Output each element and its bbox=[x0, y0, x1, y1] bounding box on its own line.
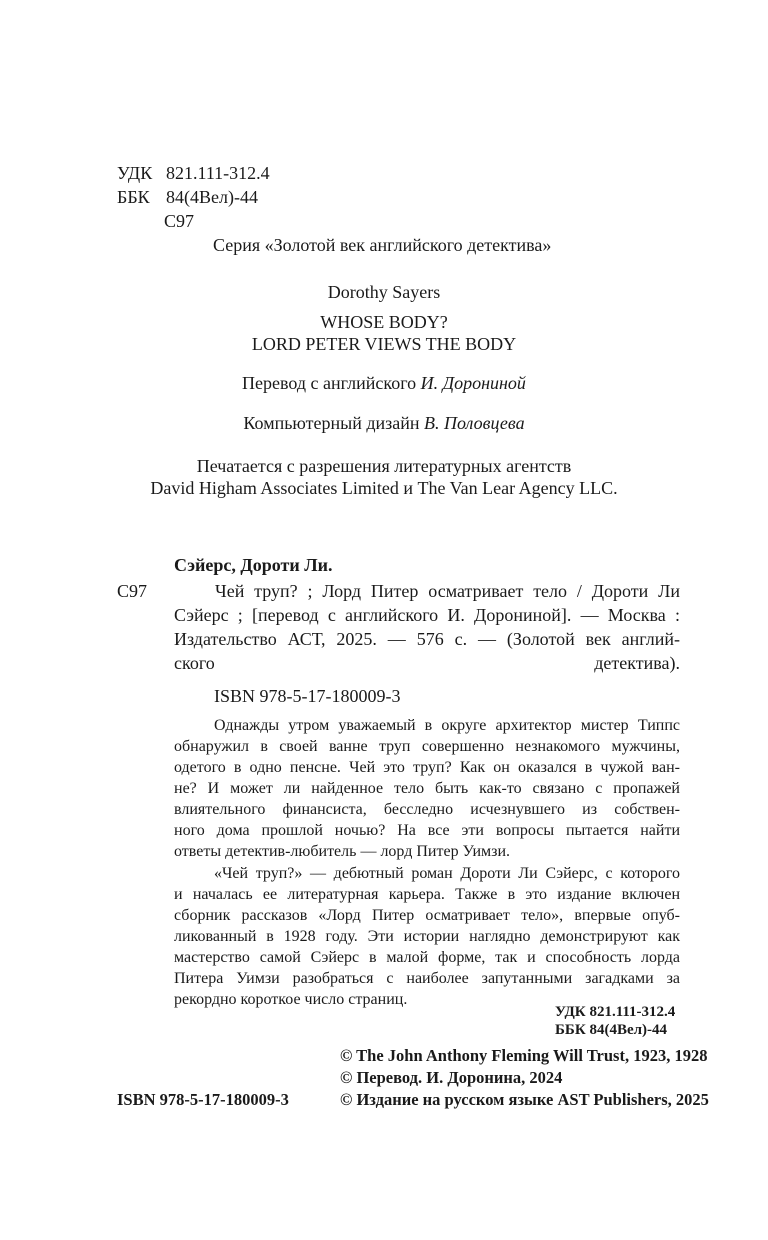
catalog-isbn: ISBN 978-5-17-180009-3 bbox=[214, 686, 401, 706]
original-title-line1: WHOSE BODY? bbox=[320, 312, 448, 332]
annotation-line: сборник рассказов «Лорд Питер осматривает тело», впервые опуб- bbox=[174, 907, 680, 924]
copyright-line-1: © The John Anthony Fleming Will Trust, 1923, 1928 bbox=[340, 1046, 708, 1065]
annotation-udk: УДК 821.111-312.4 bbox=[555, 1004, 676, 1020]
original-title-line2: LORD PETER VIEWS THE BODY bbox=[251, 334, 517, 354]
author-mark: С97 bbox=[164, 211, 195, 231]
catalog-description-line: Издательство АСТ, 2025. — 576 с. — (Золотой век англий- bbox=[174, 629, 680, 649]
translator-name: И. Дорониной bbox=[420, 373, 526, 393]
original-author: Dorothy Sayers bbox=[327, 282, 441, 302]
bbk-value: 84(4Вел)-44 bbox=[166, 187, 258, 207]
catalog-description-line: Сэйерс ; [перевод с английского И. Дорониной]. — Москва : bbox=[174, 605, 680, 625]
translation-credit bbox=[0, 372, 768, 394]
permission-line2: David Higham Associates Limited и The Van Lear Agency LLC. bbox=[150, 478, 618, 498]
permission-line1: Печатается с разрешения литературных агентств bbox=[196, 456, 572, 476]
annotation-line: и началась ее литературная карьера. Также в это издание включен bbox=[174, 886, 680, 903]
annotation-line: мастерство самой Сэйерс в малой форме, так и способность лорда bbox=[174, 949, 680, 966]
annotation-line: не? И может ли найденное тело быть как-то связано с пропажей bbox=[174, 780, 680, 797]
annotation-line: одетого в одно пенсне. Чей это труп? Как он оказался в чужой ван- bbox=[174, 759, 680, 776]
annotation-line: влиятельного финансиста, бесследно исчезнувшего из собствен- bbox=[174, 801, 680, 818]
annotation-line: Однажды утром уважаемый в округе архитектор мистер Типпс bbox=[214, 717, 680, 734]
catalog-mark: С97 bbox=[117, 581, 148, 601]
catalog-description-line: Чей труп? ; Лорд Питер осматривает тело / Дороти Ли bbox=[215, 581, 680, 601]
design-prefix: Компьютерный дизайн bbox=[243, 413, 425, 433]
annotation-line: Питера Уимзи разобраться с наиболее запутанными загадками за bbox=[174, 970, 680, 987]
annotation-line: обнаружил в своей ванне труп совершенно незнакомого мужчины, bbox=[174, 738, 680, 755]
series-title: Серия «Золотой век английского детектива» bbox=[213, 235, 552, 255]
footer-isbn: ISBN 978-5-17-180009-3 bbox=[117, 1090, 289, 1109]
translation-prefix: Перевод с английского bbox=[242, 373, 421, 393]
annotation-line: рекордно короткое число страниц. bbox=[174, 991, 408, 1008]
annotation-line: ответы детектив-любитель — лорд Питер Уимзи. bbox=[174, 843, 511, 860]
annotation-bbk: ББК 84(4Вел)-44 bbox=[555, 1022, 668, 1038]
udk-value: 821.111-312.4 bbox=[166, 163, 270, 183]
designer-name: В. Половцева bbox=[424, 413, 525, 433]
design-credit bbox=[0, 412, 768, 434]
udk-label: УДК bbox=[117, 163, 153, 183]
catalog-author-heading: Сэйерс, Дороти Ли. bbox=[174, 555, 333, 575]
annotation-line: «Чей труп?» — дебютный роман Дороти Ли Сэйерс, с которого bbox=[214, 865, 680, 882]
catalog-description-line: ского детектива). bbox=[174, 653, 680, 673]
annotation-line: ликованный в 1928 году. Эти истории наглядно демонстрируют как bbox=[174, 928, 680, 945]
copyright-line-3: © Издание на русском языке AST Publishers, 2025 bbox=[340, 1090, 709, 1109]
bbk-label: ББК bbox=[117, 187, 150, 207]
annotation-line: ного дома прошлой ночью? На все эти вопросы пытается найти bbox=[174, 822, 680, 839]
copyright-line-2: © Перевод. И. Доронина, 2024 bbox=[340, 1068, 563, 1087]
